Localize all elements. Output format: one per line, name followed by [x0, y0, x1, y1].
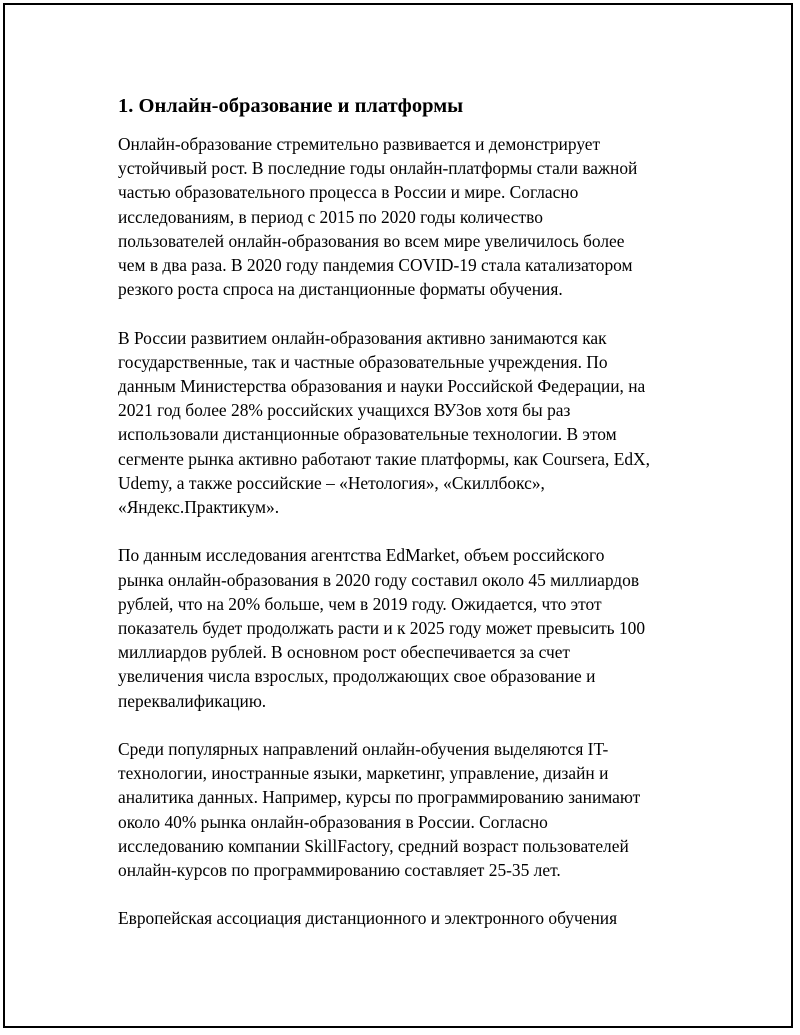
text-line: Европейская ассоциация дистанционного и электронного обучения	[118, 908, 618, 929]
text-line: увеличения числа взрослых, продолжающих свое образование и	[118, 666, 596, 687]
text-line: исследованию компании SkillFactory, средний возраст пользователей	[118, 835, 629, 856]
text-line: показатель будет продолжать расти и к 2025 году может превысить 100	[118, 618, 646, 639]
text-line: По данным исследования агентства EdMarket, объем российского	[118, 545, 605, 566]
text-line: миллиардов рублей. В основном рост обеспечивается за счет	[118, 642, 571, 663]
paragraph-3	[118, 543, 698, 712]
text-line: онлайн-курсов по программированию составляет 25-35 лет.	[118, 860, 561, 881]
text-line: государственные, так и частные образовательные учреждения. По	[118, 351, 608, 372]
text-line: использовали дистанционные образовательные технологии. В этом	[118, 424, 617, 445]
text-line: 2021 год более 28% российских учащихся ВУЗов хотя бы раз	[118, 400, 571, 421]
section-heading: 1. Онлайн-образование и платформы	[118, 95, 464, 117]
text-line: аналитика данных. Например, курсы по программированию занимают	[118, 787, 641, 808]
paragraph-5	[118, 906, 698, 930]
paragraph-4	[118, 737, 698, 882]
text-line: около 40% рынка онлайн-образования в России. Согласно	[118, 811, 548, 832]
text-line: «Яндекс.Практикум».	[118, 497, 280, 518]
text-line: Среди популярных направлений онлайн-обучения выделяются IT-	[118, 739, 609, 760]
text-line: исследованиям, в период с 2015 по 2020 годы количество	[118, 206, 543, 227]
text-line: сегменте рынка активно работают такие платформы, как Coursera, EdX,	[118, 448, 650, 469]
text-line: пользователей онлайн-образования во всем мире увеличилось более	[118, 230, 625, 251]
text-line: частью образовательного процесса в России и мире. Согласно	[118, 182, 579, 203]
text-line: Онлайн-образование стремительно развивается и демонстрирует	[118, 134, 601, 154]
document-body	[118, 93, 698, 955]
paragraph-2	[118, 326, 698, 520]
text-line: технологии, иностранные языки, маркетинг, управление, дизайн и	[118, 763, 609, 784]
paragraph-1	[118, 132, 698, 301]
text-line: рынка онлайн-образования в 2020 году составил около 45 миллиардов	[118, 569, 640, 590]
text-line: рублей, что на 20% больше, чем в 2019 году. Ожидается, что этот	[118, 593, 602, 614]
text-line: Udemy, а также российские – «Нетология», «Скиллбокс»,	[118, 472, 545, 493]
text-line: переквалификацию.	[118, 690, 267, 711]
text-line: чем в два раза. В 2020 году пандемия COVID-19 стала катализатором	[118, 255, 633, 276]
text-line: В России развитием онлайн-образования активно занимаются как	[118, 327, 607, 348]
text-line: данным Министерства образования и науки Российской Федерации, на	[118, 376, 646, 397]
text-line: устойчивый рост. В последние годы онлайн-платформы стали важной	[118, 158, 638, 179]
text-line: резкого роста спроса на дистанционные форматы обучения.	[118, 279, 563, 300]
